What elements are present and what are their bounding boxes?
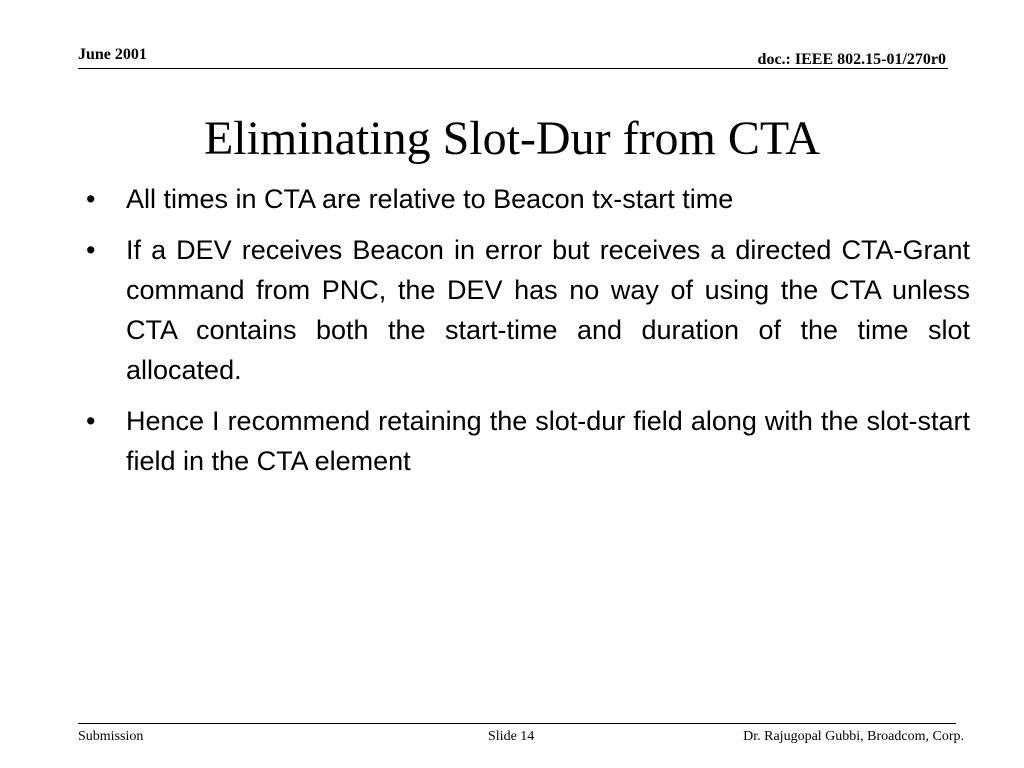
bullet-item [86, 179, 970, 219]
footer-submission: Submission [78, 729, 144, 744]
bullet-item [86, 230, 970, 390]
bullet-item [86, 401, 970, 481]
bullet-text: If a DEV receives Beacon in error but receives a directed CTA-Grant command from PNC, the DEV has no way of using the CTA unless CTA contains both the start-time and duration of the time slot allocated. [126, 235, 970, 385]
footer-slide-number: Slide 14 [488, 729, 535, 744]
bullet-list [86, 179, 970, 492]
header-divider [78, 68, 948, 69]
header-document-id: doc.: IEEE 802.15-01/270r0 [757, 51, 946, 68]
header-date: June 2001 [78, 46, 147, 63]
footer-author: Dr. Rajugopal Gubbi, Broadcom, Corp. [743, 729, 964, 744]
bullet-text: All times in CTA are relative to Beacon tx-start time [126, 184, 734, 214]
footer-divider [78, 723, 956, 724]
bullet-icon: • [86, 184, 96, 214]
bullet-icon: • [86, 235, 96, 265]
bullet-icon: • [86, 406, 96, 436]
slide-title: Eliminating Slot-Dur from CTA [203, 112, 821, 165]
bullet-text: Hence I recommend retaining the slot-dur field along with the slot-start field in the CTA element [126, 406, 970, 476]
